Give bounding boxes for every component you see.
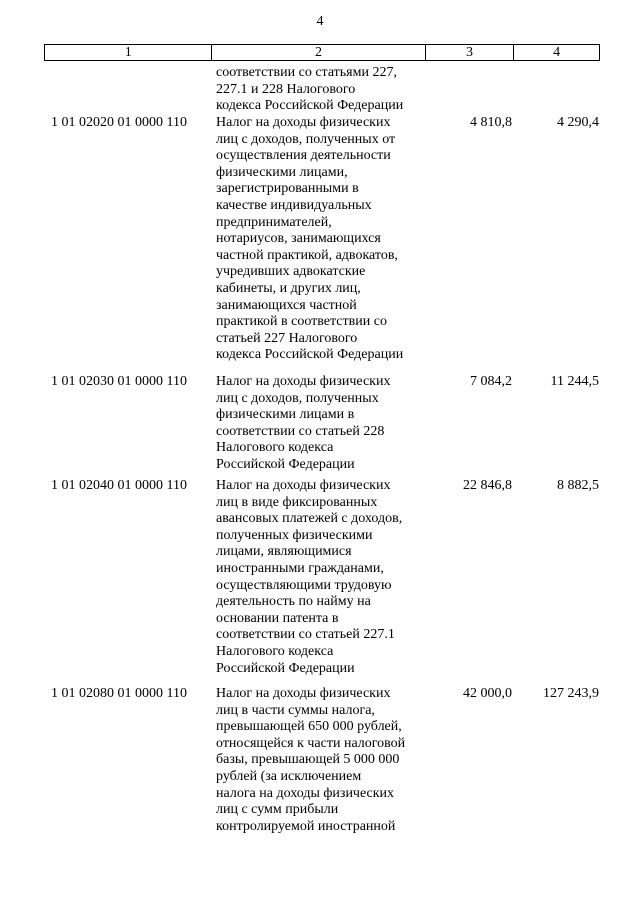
description-line: осуществляющими трудовую <box>216 577 392 593</box>
description-line: основании патента в <box>216 610 339 626</box>
value-col-4: 8 882,5 <box>557 478 599 493</box>
description-line: деятельность по найму на <box>216 594 371 610</box>
description-line: качестве индивидуальных <box>216 197 372 213</box>
description-line: иностранными гражданами, <box>216 560 384 576</box>
row-description <box>216 115 426 364</box>
description-line: учредивших адвокатские <box>216 264 366 280</box>
description-line: кодекса Российской Федерации <box>216 347 404 363</box>
value-col-3: 7 084,2 <box>470 374 512 389</box>
description-line: осуществления деятельности <box>216 148 391 164</box>
budget-code: 1 01 02020 01 0000 110 <box>51 115 187 130</box>
description-line: Налогового кодекса <box>216 643 334 659</box>
row-description <box>216 478 426 677</box>
description-line: Налог на доходы физических <box>216 478 391 493</box>
description-line: кодекса Российской Федерации <box>216 98 404 114</box>
header-col-4: 4 <box>553 45 561 60</box>
header-col-1: 1 <box>45 45 212 60</box>
description-line: физическими лицами, <box>216 164 348 180</box>
description-line: лиц с доходов, полученных от <box>216 131 396 147</box>
description-line: Российской Федерации <box>216 660 355 676</box>
header-col-3: 3 <box>426 45 515 60</box>
description-line: лицами, являющимися <box>216 544 352 560</box>
value-col-4: 127 243,9 <box>543 686 599 701</box>
description-line: Российской Федерации <box>216 456 355 472</box>
description-line: физическими лицами в <box>216 407 355 423</box>
continued-description <box>216 65 426 115</box>
description-line: занимающихся частной <box>216 297 357 313</box>
description-line: контролируемой иностранной <box>216 818 396 834</box>
description-line: Налог на доходы физических <box>216 115 391 130</box>
description-line: авансовых платежей с доходов, <box>216 511 403 527</box>
table-header-row <box>44 44 600 61</box>
budget-code: 1 01 02040 01 0000 110 <box>51 478 187 493</box>
description-line: практикой в соответствии со <box>216 314 387 330</box>
page-number: 4 <box>316 14 324 29</box>
row-description <box>216 686 426 835</box>
description-line: превышающей 650 000 рублей, <box>216 719 402 735</box>
description-line: предпринимателей, <box>216 214 332 230</box>
description-line: статьей 227 Налогового <box>216 330 358 346</box>
value-col-4: 11 244,5 <box>550 374 599 389</box>
description-line: соответствии со статьей 228 <box>216 423 385 439</box>
description-line: нотариусов, занимающихся <box>216 231 381 247</box>
description-line: Налог на доходы физических <box>216 686 391 701</box>
description-line: лиц в виде фиксированных <box>216 494 378 510</box>
description-line: соответствии со статьями 227, <box>216 65 397 80</box>
description-line: кабинеты, и других лиц, <box>216 280 361 296</box>
description-line: соответствии со статьей 227.1 <box>216 627 395 643</box>
value-col-4: 4 290,4 <box>557 115 599 130</box>
description-line: Налогового кодекса <box>216 440 334 456</box>
budget-code: 1 01 02080 01 0000 110 <box>51 686 187 701</box>
description-line: полученных физическими <box>216 527 373 543</box>
value-col-3: 4 810,8 <box>470 115 512 130</box>
description-line: зарегистрированными в <box>216 181 359 197</box>
row-description <box>216 374 426 474</box>
value-col-3: 22 846,8 <box>463 478 512 493</box>
description-line: базы, превышающей 5 000 000 <box>216 752 400 768</box>
description-line: Налог на доходы физических <box>216 374 391 389</box>
description-line: относящейся к части налоговой <box>216 735 406 751</box>
description-line: частной практикой, адвокатов, <box>216 247 398 263</box>
description-line: 227.1 и 228 Налогового <box>216 81 356 97</box>
description-line: налога на доходы физических <box>216 785 395 801</box>
description-line: лиц в части суммы налога, <box>216 702 375 718</box>
budget-code: 1 01 02030 01 0000 110 <box>51 374 187 389</box>
description-line: рублей (за исключением <box>216 768 362 784</box>
header-col-2: 2 <box>212 45 425 60</box>
description-line: лиц с сумм прибыли <box>216 802 339 818</box>
description-line: лиц с доходов, полученных <box>216 390 379 406</box>
value-col-3: 42 000,0 <box>463 686 512 701</box>
